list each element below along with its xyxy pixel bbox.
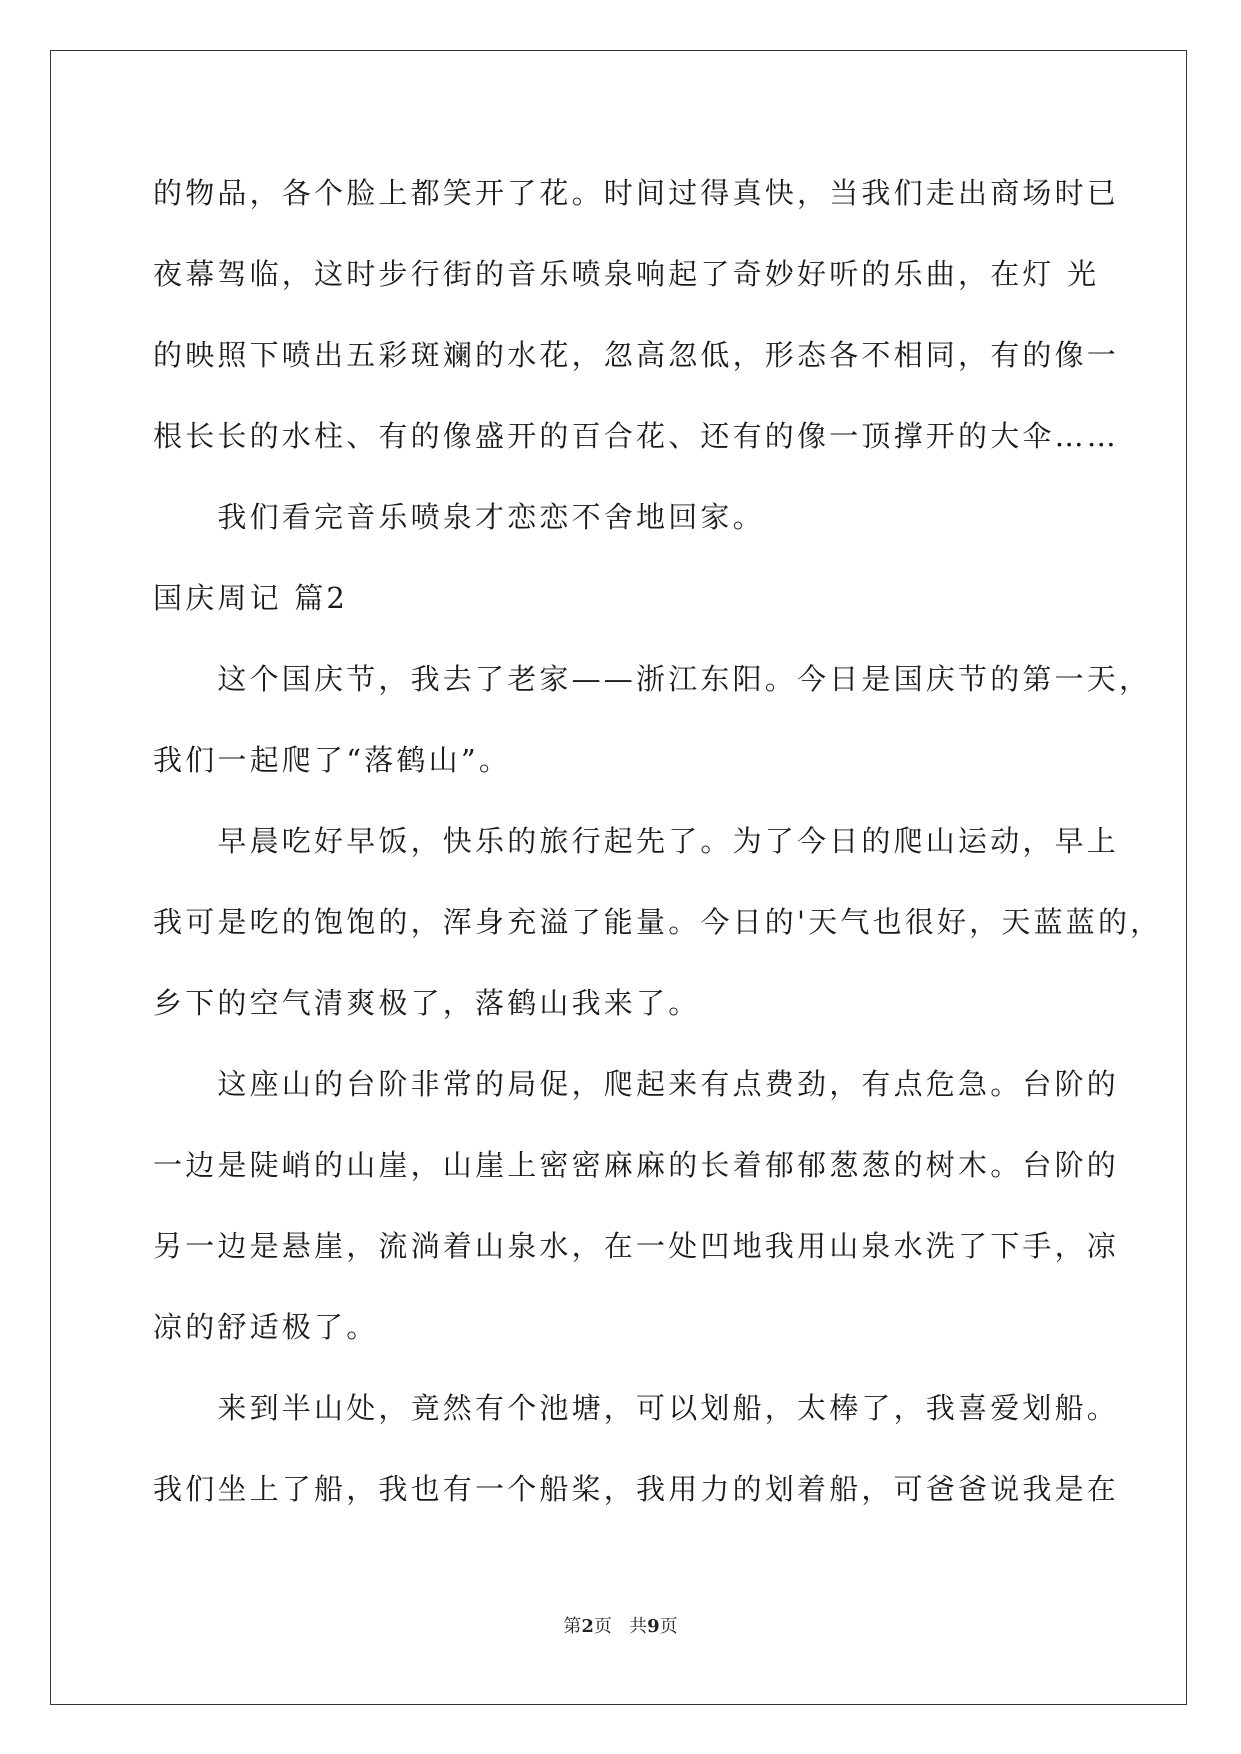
text-line: 我们看完音乐喷泉才恋恋不舍地回家。 [153,500,765,534]
text-line: 我们一起爬了“落鹤山”。 [153,743,512,777]
text-line: 一边是陡峭的山崖，山崖上密密麻麻的长着郁郁葱葱的树木。台阶的 [153,1148,1120,1182]
text-line: 这个国庆节，我去了老家——浙江东阳。今日是国庆节的第一天， [153,662,1152,696]
total-pages-number: 9 [647,1616,660,1637]
page-footer [0,1615,1241,1639]
page-prefix: 第 [563,1616,582,1637]
text-line: 来到半山处，竟然有个池塘，可以划船，太棒了，我喜爱划船。 [153,1391,1120,1425]
text-line: 早晨吃好早饭，快乐的旅行起先了。为了今日的爬山运动，早上 [153,824,1120,858]
text-line: 我们坐上了船，我也有一个船桨，我用力的划着船，可爸爸说我是在 [153,1472,1120,1506]
text-line: 另一边是悬崖，流淌着山泉水，在一处凹地我用山泉水洗了下手，凉 [153,1229,1120,1263]
current-page-number: 2 [581,1616,594,1637]
text-line: 这座山的台阶非常的局促，爬起来有点费劲，有点危急。台阶的 [153,1067,1120,1101]
page-suffix: 页 [593,1616,612,1637]
text-line: 夜幕驾临，这时步行街的音乐喷泉响起了奇妙好听的乐曲，在灯 光 [153,257,1100,291]
text-line: 我可是吃的饱饱的，浑身充溢了能量。今日的'天气也很好，天蓝蓝的， [153,905,1163,939]
text-line: 乡下的空气清爽极了，落鹤山我来了。 [153,986,701,1020]
text-line: 凉的舒适极了。 [153,1310,379,1344]
total-prefix: 共 [629,1616,648,1637]
text-line: 根长长的水柱、有的像盛开的百合花、还有的像一顶撑开的大伞…… [153,419,1120,453]
text-line: 的映照下喷出五彩斑斓的水花，忽高忽低，形态各不相同，有的像一 [153,338,1120,372]
section-heading: 国庆周记 篇2 [153,581,349,615]
page-border [50,50,1187,1705]
text-line: 的物品，各个脸上都笑开了花。时间过得真快，当我们走出商场时已 [153,176,1120,210]
total-suffix: 页 [659,1616,678,1637]
